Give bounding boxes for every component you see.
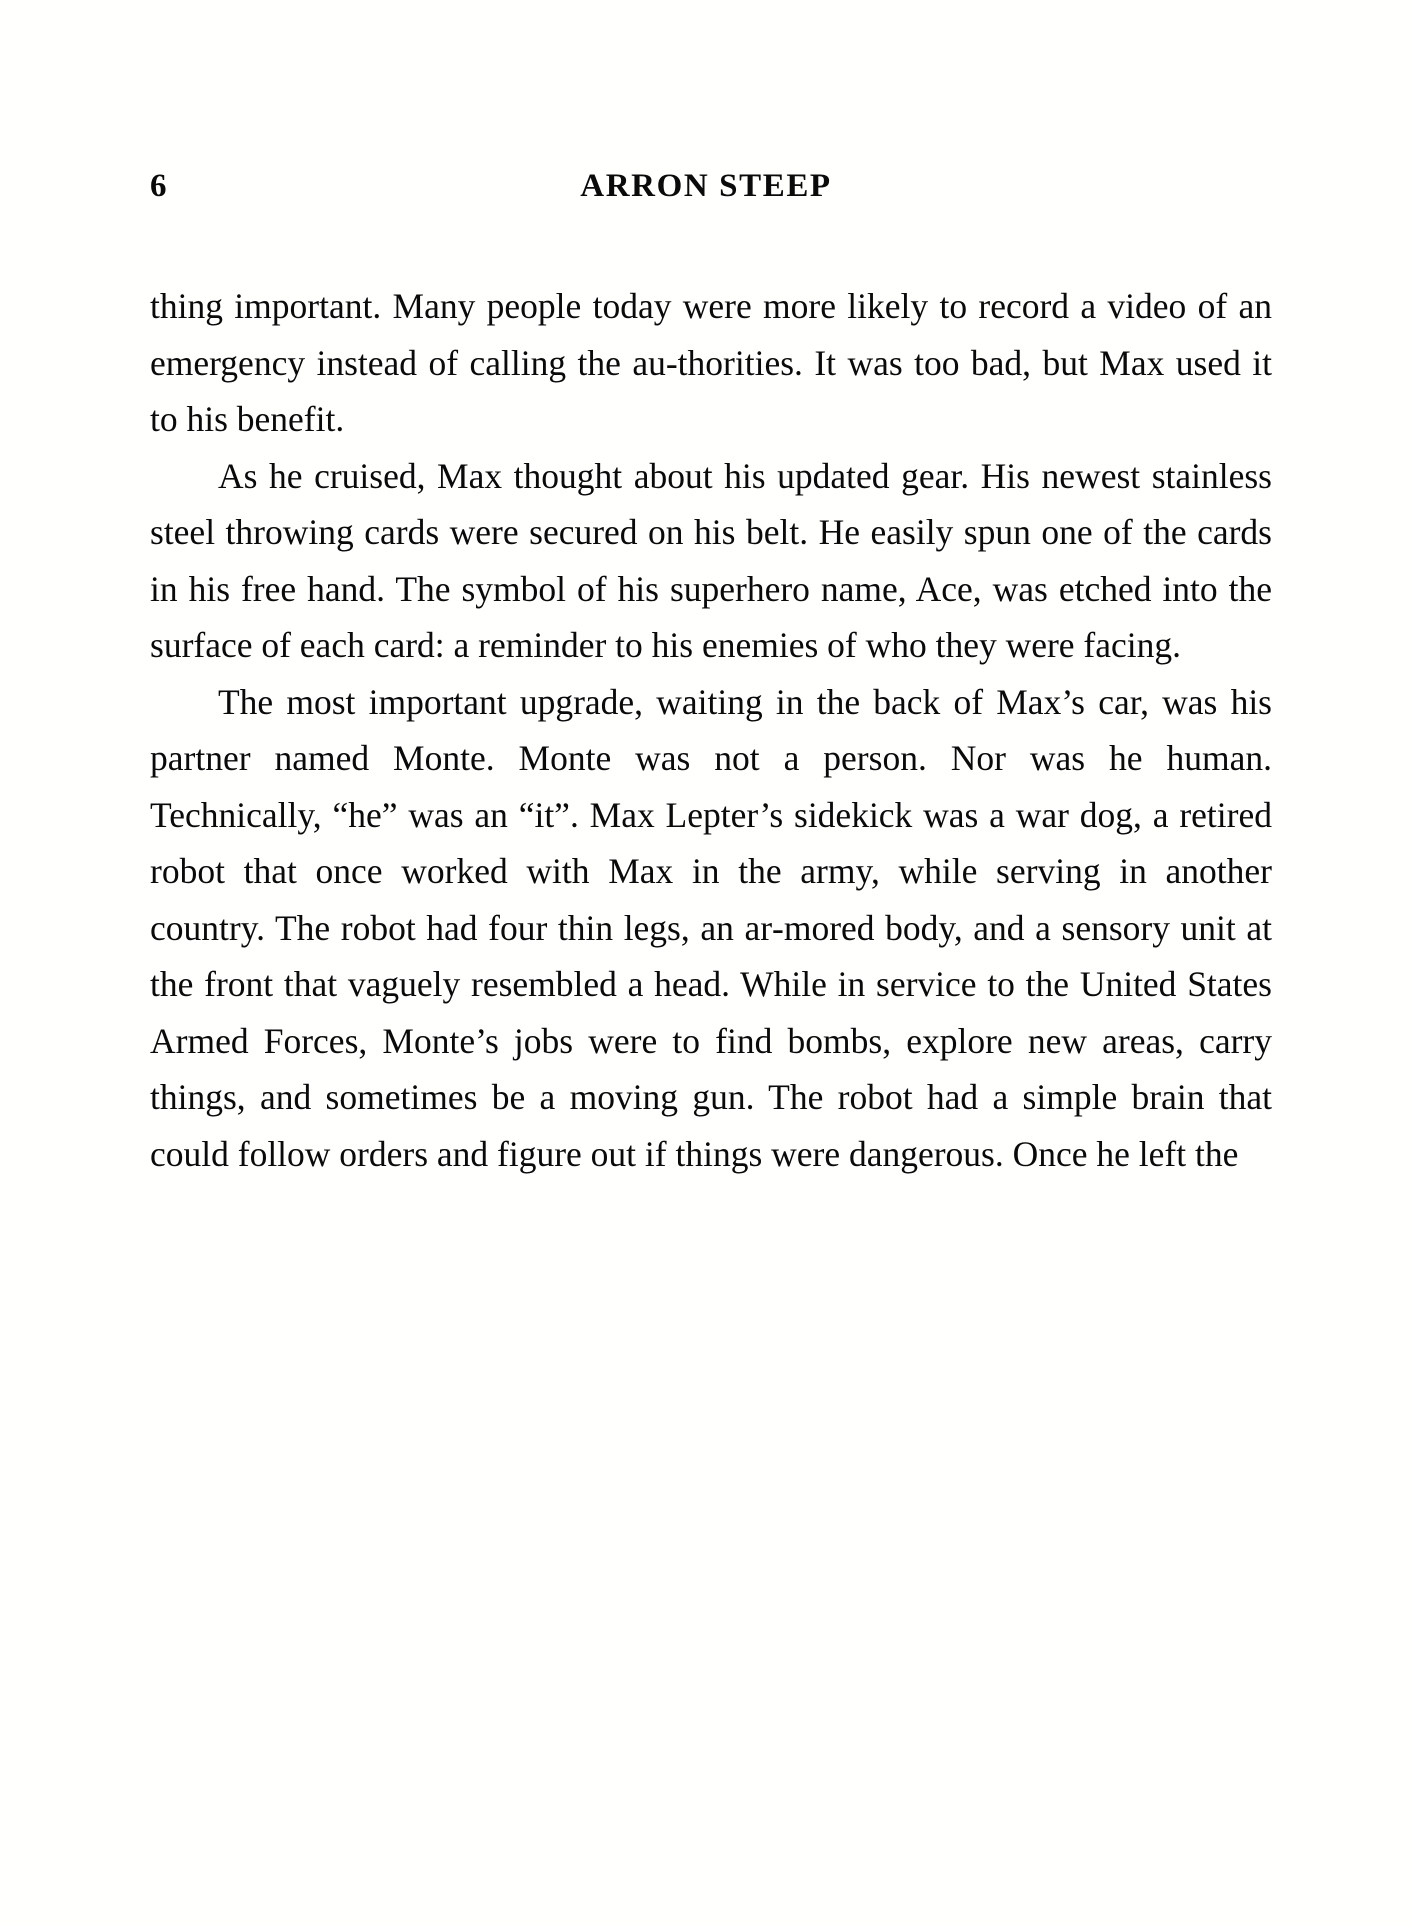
paragraph: thing important. Many people today were more likely to record a video of an emergency instead of calling the au‑thorities. It was too bad, but Max used it to his benefit. [150, 286, 1272, 439]
page-number: 6 [150, 168, 167, 204]
page-body [150, 278, 1272, 1182]
running-head [150, 168, 1262, 208]
paragraph: The most important upgrade, waiting in the back of Max’s car, was his partner named Monte. Monte was not a person. Nor was he human. Technically, “he” was an “it”. Max Lepter’s sidekick was a war dog, a retired robot that once worked with Max in the army, while serving in another country. The robot had four thin legs, an ar‑mored body, and a sensory unit at the front that vaguely resembled a head. While in service to the United States Armed Forces, Monte’s jobs were to find bombs, explore new areas, carry things, and sometimes be a moving gun. The robot had a simple brain that could follow orders and figure out if things were dangerous. Once he left the [150, 681, 1272, 1174]
book-title: ARRON STEEP [580, 168, 832, 204]
paragraph: As he cruised, Max thought about his updated gear. His newest stainless steel throwing cards were secured on his belt. He easily spun one of the cards in his free hand. The symbol of his superhero name, Ace, was etched into the surface of each card: a reminder to his enemies of who they were facing. [150, 455, 1272, 665]
